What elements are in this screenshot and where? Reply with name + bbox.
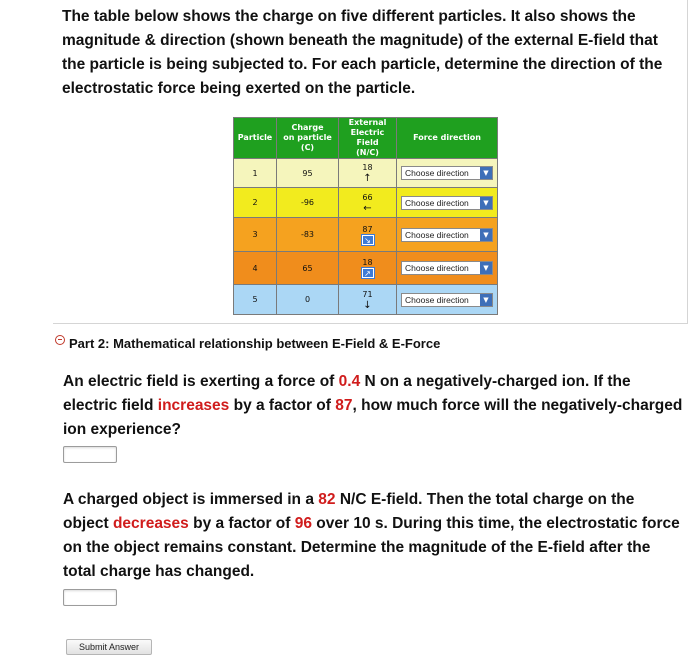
answer-input-2[interactable] (63, 589, 117, 606)
col-header-charge (277, 118, 339, 159)
up-right-arrow-icon: ↗ (362, 268, 374, 278)
particle-cell: 1 (234, 159, 277, 188)
dropdown-arrow-icon[interactable]: ▼ (480, 294, 492, 306)
force-direction-select[interactable] (401, 166, 493, 180)
particle-cell: 5 (234, 285, 277, 315)
select-value: Choose direction (405, 197, 469, 208)
charge-cell: 65 (277, 252, 339, 285)
efield-cell (339, 252, 397, 285)
select-value: Choose direction (405, 263, 469, 273)
q1-text-2: N on a negatively-charged ion. If the electric field (63, 373, 631, 414)
force-direction-cell (397, 252, 498, 285)
down-arrow-icon: ↓ (363, 299, 372, 311)
efield-magnitude: 66 (362, 192, 373, 202)
force-direction-cell (397, 188, 498, 218)
efield-magnitude: 18 (362, 163, 373, 172)
col-header-particle: Particle (234, 118, 277, 159)
particle-table (233, 117, 498, 315)
dropdown-arrow-icon[interactable]: ▼ (480, 197, 492, 209)
q2-text-3: by a factor of (188, 515, 295, 532)
efield-header-line3: (N/C) (356, 148, 379, 157)
answer-input-1[interactable] (63, 446, 117, 463)
force-direction-cell (397, 218, 498, 252)
efield-magnitude: 71 (362, 289, 373, 299)
q2-text-2: N/C E-field. Then the total charge on the object (63, 491, 635, 532)
q2-field-value: 82 (318, 491, 336, 508)
efield-header-line1: External (348, 118, 387, 127)
part2-title: Part 2: Mathematical relationship between E-Field & E-Force (69, 336, 441, 351)
dropdown-arrow-icon[interactable]: ▼ (480, 229, 492, 241)
charge-header-line3: (C) (300, 143, 315, 152)
select-value: Choose direction (405, 229, 469, 240)
charge-header-line2: on particle (283, 133, 332, 142)
col-header-force-direction: Force direction (397, 118, 498, 159)
part1-question: The table below shows the charge on five different particles. It also shows the magnitude & direction (shown beneath the magnitude) of the external E-field that the particle is being subjected to. For each particle, determine the direction of the electrostatic force being exerted on the particle. (62, 8, 663, 97)
particle-cell: 2 (234, 188, 277, 218)
charge-cell: -96 (277, 188, 339, 218)
dropdown-arrow-icon[interactable]: ▼ (480, 167, 492, 179)
efield-magnitude: 18 (362, 258, 373, 267)
force-direction-select[interactable] (401, 293, 493, 307)
force-direction-cell (397, 159, 498, 188)
table-row (234, 285, 498, 315)
charge-cell: -83 (277, 218, 339, 252)
efield-header-line2: Electric Field (350, 128, 385, 147)
q1-factor-value: 87 (335, 397, 353, 414)
charge-cell: 95 (277, 159, 339, 188)
table-row (234, 252, 498, 285)
efield-cell (339, 218, 397, 252)
charge-header-line1: Charge (291, 123, 324, 132)
q2-text-4: over 10 s. During this time, the electrostatic force on the object remains constant. Determine the magnitude of the E-field after the total charge has changed. (63, 515, 680, 580)
q1-force-value: 0.4 (338, 373, 361, 390)
force-direction-select[interactable] (401, 228, 493, 242)
select-value: Choose direction (405, 168, 469, 178)
force-direction-select[interactable] (401, 261, 493, 275)
q2-factor-value: 96 (294, 515, 312, 532)
table-row (234, 188, 498, 218)
up-arrow-icon: ↑ (363, 173, 372, 184)
submit-answer-button[interactable]: Submit Answer (66, 639, 152, 655)
col-header-efield (339, 118, 397, 159)
table-row (234, 218, 498, 252)
q2-change-word: decreases (112, 515, 189, 532)
particle-cell: 4 (234, 252, 277, 285)
part2-question-1 (63, 370, 683, 442)
force-direction-cell (397, 285, 498, 315)
q1-change-word: increases (157, 397, 230, 414)
particle-cell: 3 (234, 218, 277, 252)
left-arrow-icon: ← (363, 202, 372, 214)
part1-panel (53, 0, 688, 324)
down-right-arrow-icon: ↘ (362, 235, 374, 245)
efield-magnitude: 87 (362, 224, 373, 234)
efield-cell (339, 159, 397, 188)
q1-text-4: , how much force will the negatively-charged ion experience? (63, 397, 683, 438)
table-row (234, 159, 498, 188)
part2-heading[interactable] (55, 336, 440, 351)
q2-text-1: A charged object is immersed in a (63, 491, 319, 508)
efield-cell (339, 188, 397, 218)
q1-text-3: by a factor of (229, 397, 336, 414)
collapse-minus-icon[interactable] (55, 335, 65, 345)
charge-cell: 0 (277, 285, 339, 315)
select-value: Choose direction (405, 294, 469, 305)
part2-question-2 (63, 488, 683, 584)
efield-cell (339, 285, 397, 315)
force-direction-select[interactable] (401, 196, 493, 210)
q1-text-1: An electric field is exerting a force of (63, 373, 339, 390)
dropdown-arrow-icon[interactable]: ▼ (480, 262, 492, 274)
